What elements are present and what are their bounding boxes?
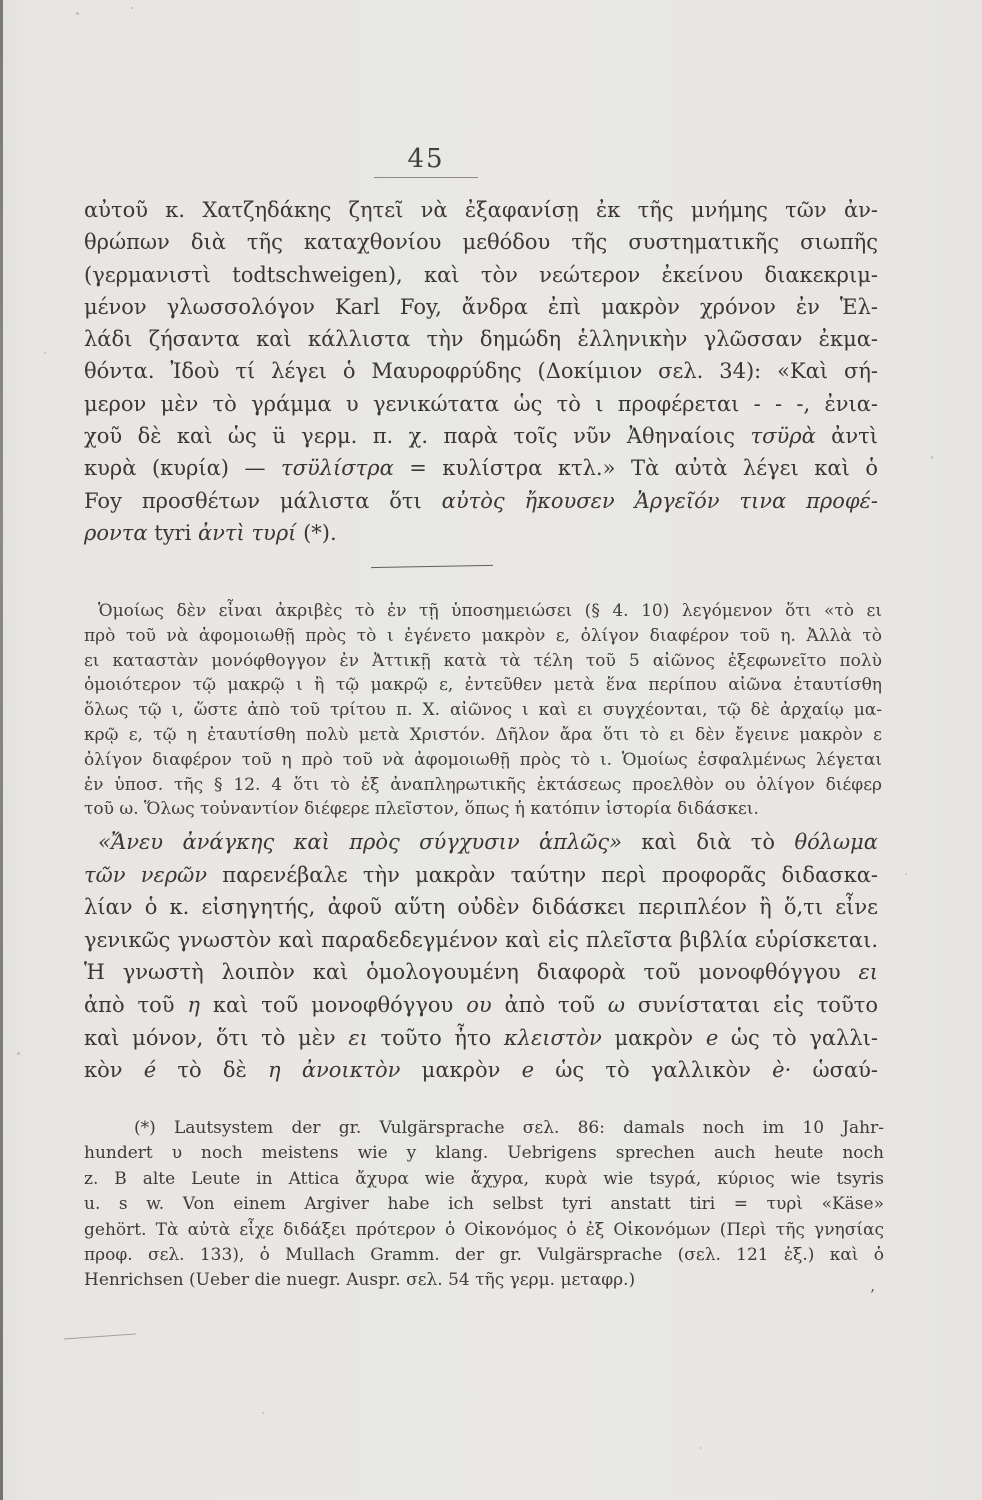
text-segment: θόλωμα [794, 830, 878, 854]
text-segment: ἀντὶ τυρί [197, 520, 297, 545]
text-line [84, 1141, 884, 1166]
text-segment: χοῦ δὲ καὶ ὡς ü γερμ. π. χ. παρὰ τοῖς νῦν Ἀθηναίοις [84, 424, 751, 449]
text-segment: Ὁμοίως δὲν εἶναι ἀκριβὲς τὸ ἐν τῇ ὑποσημειώσει (§ 4. 10) λεγόμενον ὅτι «τὸ ει [98, 601, 882, 621]
scan-apostrophe-mark: ’ [870, 1286, 875, 1304]
text-line [84, 259, 878, 291]
scan-speck [76, 12, 79, 15]
text-line [84, 226, 878, 258]
text-segment: = κυλίστρα κτλ.» Τὰ αὐτὰ λέγει καὶ ὁ [393, 456, 879, 481]
text-segment: μένον γλωσσολόγον Karl Foy, ἄνδρα ἐπὶ μακρὸν χρόνον ἐν Ἑλ- [84, 294, 878, 319]
text-line [84, 1054, 878, 1087]
text-line [84, 452, 878, 484]
text-segment: αὐτὸς ἤκουσεν Ἀργεῖόν τινα προφέ- [441, 488, 878, 513]
text-line [84, 859, 878, 892]
text-line [84, 388, 878, 420]
text-segment: τσϋρὰ [750, 424, 816, 449]
text-line [84, 773, 882, 798]
text-segment: ὡς τὸ γαλλικὸν [534, 1058, 773, 1083]
text-segment: τοῦ ω. Ὅλως τοὐναντίον διέφερε πλεῖστον, ὅπως ἡ κατόπιν ἱστορία διδάσκει. [84, 799, 759, 820]
text-segment: θόντα. Ἰδοὺ τί λέγει ὁ Μαυροφρύδης (Δοκίμιον σελ. 34): «Καὶ σή- [84, 359, 878, 384]
text-segment: κὸν [84, 1058, 144, 1083]
text-segment: πρὸ τοῦ νὰ ἀφομοιωθῇ πρὸς τὸ ι ἐγένετο μακρὸν ε, ὀλίγον διαφέρον τοῦ η. Ἀλλὰ τὸ [84, 625, 882, 646]
scan-scratch-mark [64, 1333, 136, 1339]
text-segment: η [268, 1058, 281, 1083]
text-segment: κρῷ ε, τῷ η ἐταυτίσθη πολὺ μετὰ Χριστόν. Δῆλον ἄρα ὅτι τὸ ει δὲν ἔγεινε μακρὸν ε [84, 724, 882, 745]
text-line [84, 797, 882, 822]
text-segment: κλειστὸν [503, 1025, 602, 1050]
text-segment: z. B alte Leute in Attica ἄχυρα wie ἄχyρα, κυρὰ wie tsyρά, κύριος wie tsyris [84, 1168, 884, 1189]
text-segment: καὶ τοῦ μονοφθόγγου [199, 992, 467, 1017]
text-segment: ἐν ὑποσ. τῆς § 12. 4 ὅτι τὸ ἐξ ἀναπληρωτικῆς ἐκτάσεως προελθὸν ου ὀλίγον διέφερ [84, 774, 882, 795]
text-line [84, 956, 878, 989]
text-line [84, 989, 878, 1022]
text-segment: (*). [296, 520, 337, 545]
text-segment: ἀνοικτὸν [301, 1058, 401, 1083]
scan-speck [905, 873, 907, 875]
text-segment: ἀντὶ [815, 424, 878, 449]
scan-speck [17, 1052, 20, 1055]
text-segment: (*) Lautsystem der gr. Vulgärsprache σελ. 86: damals noch im 10 Jahr- [134, 1118, 884, 1138]
text-segment: τσϋλίστρα [281, 456, 394, 481]
text-segment: τῶν νερῶν [84, 862, 208, 887]
text-segment: ει [858, 960, 878, 985]
scan-speck [931, 456, 933, 459]
text-segment: λίαν ὁ κ. εἰσηγητής, ἀφοῦ αὕτη οὐδὲν διδάσκει περιπλέον ἢ ὅ,τι εἶνε [84, 895, 878, 920]
text-segment: ὅλως τῷ ι, ὥστε ἀπὸ τοῦ τρίτου π. Χ. αἰῶνος ι καὶ ει συγχέονται, τῷ δὲ ἀρχαίῳ μα- [84, 700, 882, 721]
text-segment: ροντα [84, 520, 155, 545]
scan-speck [131, 7, 133, 9]
text-segment: ὁμοιότερον τῷ μακρῷ ι ἢ τῷ μακρῷ ε, ἐντεῦθεν μετὰ ἕνα περίπου αἰῶνα ἐταυτίσθη [84, 675, 882, 696]
text-line [84, 1268, 884, 1293]
text-line [84, 517, 878, 549]
text-line [84, 1192, 884, 1217]
text-segment: παρενέβαλε τὴν μακρὰν ταύτην περὶ προφορᾶς διδασκα- [207, 862, 878, 887]
text-segment: καὶ μόνον, ὅτι τὸ μὲν [84, 1025, 349, 1050]
text-segment: γενικῶς γνωστὸν καὶ παραδεδεγμένον καὶ εἰς πλεῖστα βιβλία εὑρίσκεται. [84, 927, 878, 952]
text-segment: καὶ διὰ τὸ [622, 830, 795, 854]
text-segment: ὡσαύ- [791, 1058, 878, 1083]
text-segment: ει καταστὰν μονόφθογγον ἐν Ἀττικῇ κατὰ τὰ τέλη τοῦ 5 αἰῶνος ἐξεφωνεῖτο πολὺ [84, 650, 882, 671]
scan-edge-shadow [0, 0, 3, 1500]
text-segment: μακρὸν [400, 1058, 522, 1083]
text-segment: τὸ δὲ [156, 1058, 269, 1083]
text-line [84, 420, 878, 452]
text-segment: προφ. σελ. 133), ὁ Mullach Gramm. der gr. Vulgärsprache (σελ. 121 ἑξ.) καὶ ὁ [84, 1245, 884, 1266]
text-segment: ὡς τὸ γαλλι- [718, 1025, 879, 1050]
text-line [84, 924, 878, 957]
text-segment: ου [466, 992, 492, 1017]
text-line [84, 826, 878, 859]
page-header [374, 144, 478, 178]
text-segment [281, 1058, 302, 1082]
text-segment: συνίσταται εἰς τοῦτο [624, 992, 878, 1017]
main-paragraph [84, 194, 878, 549]
text-segment: θρώπων διὰ τῆς καταχθονίου μεθόδου τῆς συστηματικῆς σιωπῆς [84, 230, 878, 255]
text-line [84, 723, 882, 748]
second-paragraph [84, 826, 878, 1087]
text-segment: ἀπὸ τοῦ [84, 992, 188, 1017]
text-segment: e [705, 1025, 719, 1050]
text-segment: ὀλίγον διαφέρον τοῦ η πρὸ τοῦ νὰ ἀφομοιωθῇ πρὸς τὸ ι. Ὁμοίως ἐσφαλμένως λέγεται [84, 749, 882, 770]
text-segment: η [187, 992, 200, 1017]
text-segment: gehört. Τὰ αὐτὰ εἶχε διδάξει πρότερον ὁ Οἰκονόμος ὁ ἐξ Οἰκονόμων (Περὶ τῆς γνησίας [84, 1219, 884, 1240]
small-print-excursus [84, 599, 882, 822]
text-segment: Ἡ γνωστὴ λοιπὸν καὶ ὁμολογουμένη διαφορὰ τοῦ μονοφθόγγου [84, 960, 859, 985]
text-segment: μερον μὲν τὸ γράμμα υ γενικώτατα ὡς τὸ ι προφέρεται - - -, ἐνια- [84, 391, 878, 416]
scan-speck [262, 1412, 264, 1414]
text-line [84, 194, 878, 226]
text-segment: ει [348, 1025, 368, 1050]
text-line [84, 355, 878, 387]
page-number-rule [374, 177, 478, 178]
text-segment: «Ἄνευ ἀνάγκης καὶ πρὸς σύγχυσιν ἁπλῶς» [98, 830, 623, 854]
text-line [84, 1022, 878, 1055]
text-line [84, 323, 878, 355]
text-line [84, 673, 882, 698]
text-segment: e [521, 1058, 535, 1083]
text-segment: Henrichsen (Ueber die nuegr. Auspr. σελ. 54 τῆς γερμ. μεταφρ.) [84, 1270, 636, 1291]
text-line [84, 891, 878, 924]
text-segment: ἀπὸ τοῦ [491, 992, 608, 1017]
text-line [84, 1243, 884, 1268]
text-line [84, 649, 882, 674]
text-segment: αὐτοῦ κ. Χατζηδάκης ζητεῖ νὰ ἐξαφανίσῃ ἐκ τῆς μνήμης τῶν ἀν- [84, 198, 878, 222]
text-segment: Foy προσθέτων μάλιστα ὅτι [84, 488, 442, 513]
text-segment: τοῦτο ἦτο [367, 1025, 504, 1050]
text-segment: tyri [154, 520, 198, 545]
footnote [84, 1116, 884, 1294]
text-segment: ω [607, 992, 625, 1017]
text-line [84, 1167, 884, 1192]
text-line [84, 748, 882, 773]
text-line [84, 1218, 884, 1243]
text-line [84, 1116, 884, 1141]
text-segment: u. s w. Von einem Argiver habe ich selbst tyri anstatt tiri = τυρὶ «Käse» [84, 1194, 884, 1215]
page-number: 45 [407, 144, 445, 174]
text-line [84, 485, 878, 517]
text-segment: hundert υ noch meistens wie y klang. Uebrigens sprechen auch heute noch [84, 1143, 884, 1164]
text-line [84, 291, 878, 323]
scan-speck [44, 352, 46, 354]
text-segment: λάδι ζήσαντα καὶ κάλλιστα τὴν δημώδη ἑλληνικὴν γλῶσσαν ἐκμα- [84, 327, 878, 352]
scan-speck [700, 1447, 702, 1449]
text-segment: è· [772, 1058, 792, 1083]
text-segment: μακρὸν [601, 1025, 706, 1050]
text-line [84, 599, 882, 624]
text-segment: (γερμανιστὶ todtschweigen), καὶ τὸν νεώτερον ἐκείνου διακεκριμ- [84, 262, 878, 287]
text-segment: κυρὰ (κυρία) — [84, 456, 282, 481]
section-separator-rule [371, 565, 493, 568]
text-line [84, 698, 882, 723]
text-segment: é [143, 1058, 157, 1083]
text-line [84, 624, 882, 649]
